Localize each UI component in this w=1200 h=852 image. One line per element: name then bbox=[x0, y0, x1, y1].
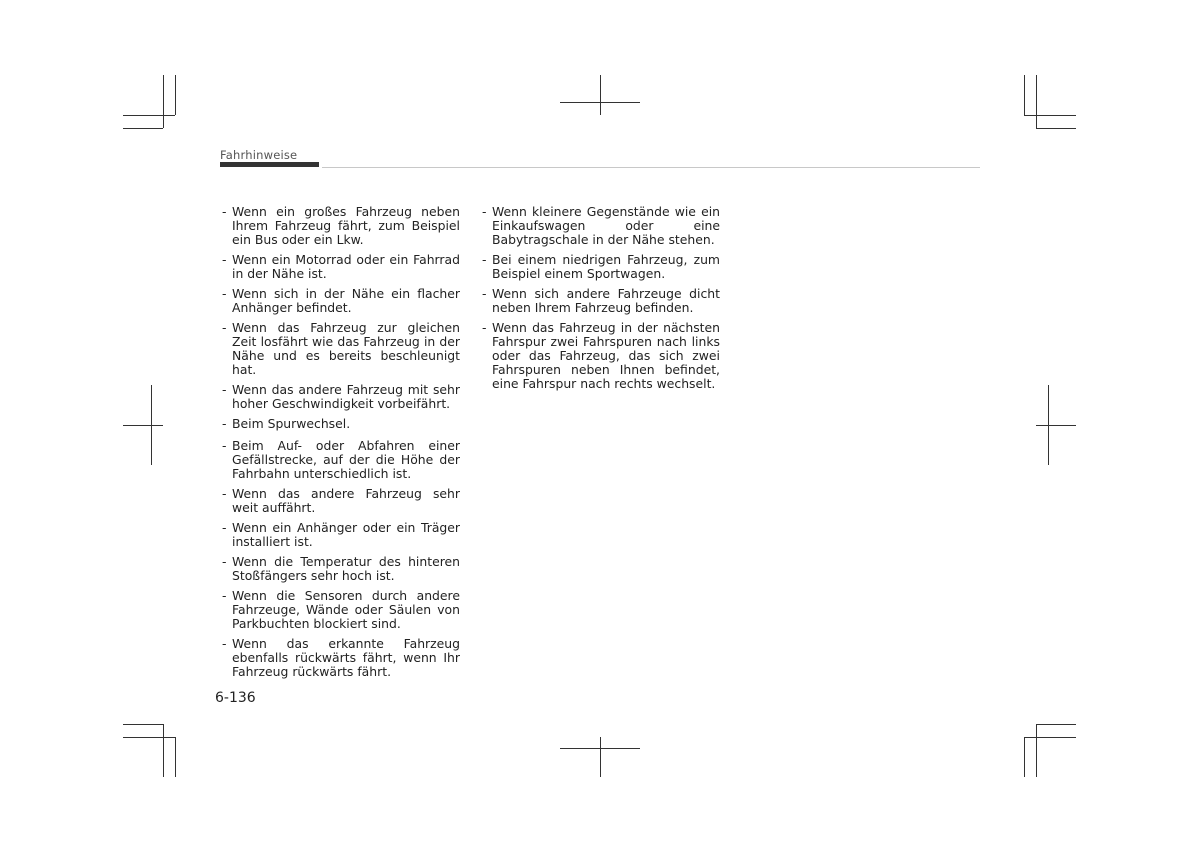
list-item: - Beim Auf- oder Abfahren einer Gefällstrecke, auf der die Höhe der Fahrbahn unterschiedlich ist. bbox=[220, 439, 460, 481]
left-column bbox=[220, 205, 460, 685]
page-number: 6-136 bbox=[215, 690, 256, 706]
section-title-bar bbox=[220, 162, 319, 167]
list-item: - Wenn das Fahrzeug zur gleichen Zeit losfährt wie das Fahrzeug in der Nähe und es bereits beschleunigt hat. bbox=[220, 321, 460, 377]
list-item: - Wenn kleinere Gegenstände wie ein Einkaufswagen oder eine Babytragschale in der Nähe stehen. bbox=[480, 205, 720, 247]
section-title: Fahrhinweise bbox=[220, 148, 298, 162]
list-item: - Wenn sich in der Nähe ein flacher Anhänger befindet. bbox=[220, 287, 460, 315]
list-item: - Wenn das Fahrzeug in der nächsten Fahrspur zwei Fahrspuren nach links oder das Fahrzeug, das sich zwei Fahrspuren neben Ihnen befindet, eine Fahrspur nach rechts wechselt. bbox=[480, 321, 720, 391]
list-item: - Wenn ein Anhänger oder ein Träger installiert ist. bbox=[220, 521, 460, 549]
list-item: - Wenn das andere Fahrzeug sehr weit auffährt. bbox=[220, 487, 460, 515]
list-item: - Bei einem niedrigen Fahrzeug, zum Beispiel einem Sportwagen. bbox=[480, 253, 720, 281]
list-item: - Wenn das erkannte Fahrzeug ebenfalls rückwärts fährt, wenn Ihr Fahrzeug rückwärts fährt. bbox=[220, 637, 460, 679]
right-column bbox=[480, 205, 720, 397]
list-item: - Wenn ein Motorrad oder ein Fahrrad in der Nähe ist. bbox=[220, 253, 460, 281]
list-item: - Wenn die Temperatur des hinteren Stoßfängers sehr hoch ist. bbox=[220, 555, 460, 583]
list-item: - Wenn ein großes Fahrzeug neben Ihrem Fahrzeug fährt, zum Beispiel ein Bus oder ein Lkw. bbox=[220, 205, 460, 247]
list-item: - Wenn sich andere Fahrzeuge dicht neben Ihrem Fahrzeug befinden. bbox=[480, 287, 720, 315]
list-item: - Wenn die Sensoren durch andere Fahrzeuge, Wände oder Säulen von Parkbuchten blockiert sind. bbox=[220, 589, 460, 631]
header-rule bbox=[322, 167, 980, 168]
list-item: - Beim Spurwechsel. bbox=[220, 417, 460, 431]
list-item: - Wenn das andere Fahrzeug mit sehr hoher Geschwindigkeit vorbeifährt. bbox=[220, 383, 460, 411]
